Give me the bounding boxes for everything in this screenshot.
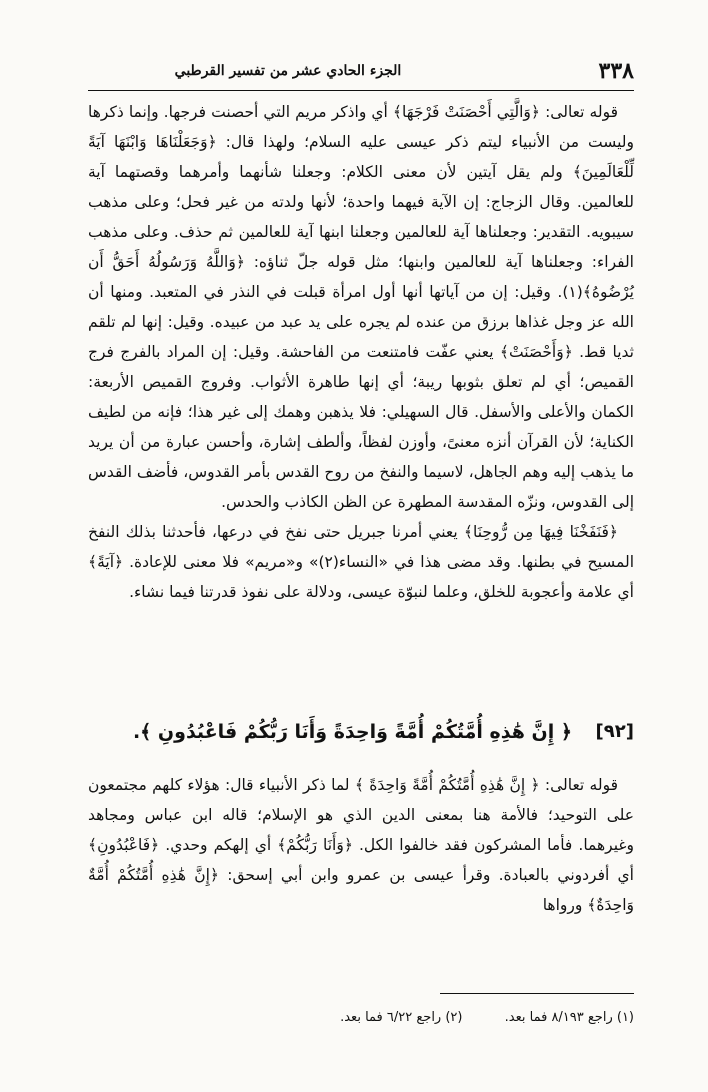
commentary-text bbox=[88, 770, 634, 920]
footnote-1: (١) راجع ٨/١٩٣ فما بعد. bbox=[504, 1010, 634, 1025]
page-header bbox=[88, 58, 634, 88]
verse-number: [٩٢] bbox=[595, 721, 634, 742]
header-rule bbox=[88, 90, 634, 91]
verse-heading bbox=[88, 717, 634, 757]
verse-text: ﴿ إِنَّ هَٰذِهِ أُمَّتُكُمْ أُمَّةً وَاحِدَةً وَأَنَا رَبُّكُمْ فَاعْبُدُونِ ﴾. bbox=[132, 721, 572, 743]
main-text bbox=[88, 97, 634, 607]
running-title: الجزء الحادي عشر من تفسير القرطبي bbox=[174, 63, 402, 79]
paragraph: ﴿فَنَفَخْنَا فِيهَا مِن رُّوحِنَا﴾ يعني أمرنا جبريل حتى نفخ في درعها، فأحدثنا بذلك النفخ المسيح في بطنها. وقد مضى هذا في «النساء(٢)» و«مريم» فلا معنى للإعادة. ﴿آيَةً﴾ أي علامة وأعجوبة للخلق، وعلما لنبوّة عيسى، ودلالة على نفوذ قدرتنا فيما نشاء. bbox=[88, 523, 634, 601]
footnote-rule bbox=[440, 993, 634, 994]
page-number: ٣٣٨ bbox=[598, 58, 634, 84]
footnote-2: (٢) راجع ٦/٢٢ فما بعد. bbox=[340, 1010, 463, 1025]
footnotes bbox=[88, 1010, 634, 1025]
paragraph: قوله تعالى: ﴿وَالَّتِي أَحْصَنَتْ فَرْجَهَا﴾ أي واذكر مريم التي أحصنت فرجها. وإنما ذكرها وليست من الأنبياء ليتم ذكر عيسى عليه السلام؛ ولهذا قال: ﴿وَجَعَلْنَاهَا وَابْنَهَا آيَةً لِّلْعَالَمِينَ﴾ ولم يقل آيتين لأن معنى الكلام: وجعلنا شأنهما وأمرهما وقصتهما آية للعالمين. وقال الزجاج: إن الآية فيهما واحدة؛ لأنها ولدته من غير فحل؛ وعلى مذهب سيبويه. التقدير: وجعلناها آية للعالمين وجعلنا ابنها آية للعالمين ثم حذف. وعلى مذهب الفراء: وجعلناها آية للعالمين وابنها؛ مثل قوله جلّ ثناؤه: ﴿وَاللَّهُ وَرَسُولُهُ أَحَقُّ أَن يُرْضُوهُ﴾(١). وقيل: إن من آياتها أنها أول امرأة قبلت في النذر في المتعبد. ومنها أن الله عز وجل غذاها برزق من عنده لم يجره على يد عبد من عبيده. وقيل: إنها لم تلقم ثديا قط. ﴿وَأَحْصَنَتْ﴾ يعني عفّت فامتنعت من الفاحشة. وقيل: إن المراد بالفرج فرج القميص؛ أي لم تعلق بثوبها ريبة؛ أي إنها طاهرة الأثواب. وفروج القميص الأربعة: الكمان والأعلى والأسفل. قال السهيلي: فلا يذهبن وهمك إلى غير هذا؛ فإنه من لطيف الكناية؛ لأن القرآن أنزه معنىً، وأوزن لفظاً، وألطف إشارة، وأحسن عبارة من أن يريد ما يذهب إليه وهم الجاهل، لاسيما والنفخ من روح القدس بأمر القدوس، فأضف القدس إلى القدوس، ونزّه المقدسة المطهرة عن الظن الكاذب والحدس. bbox=[88, 103, 634, 511]
paragraph: قوله تعالى: ﴿ إِنَّ هَٰذِهِ أُمَّتُكُمْ أُمَّةً وَاحِدَةً ﴾ لما ذكر الأنبياء قال: هؤلاء كلهم مجتمعون على التوحيد؛ فالأمة هنا بمعنى الدين الذي هو الإسلام؛ قاله ابن عباس ومجاهد وغيرهما. فأما المشركون فقد خالفوا الكل. ﴿وَأَنَا رَبُّكُمْ﴾ أي إلهكم وحدي. ﴿فَاعْبُدُونِ﴾ أي أفردوني بالعبادة. وقرأ عيسى بن عمرو وابن أبي إسحق: ﴿إِنَّ هَٰذِهِ أُمَّتُكُمْ أُمَّةٌ وَاحِدَةٌ﴾ ورواها bbox=[88, 776, 634, 914]
